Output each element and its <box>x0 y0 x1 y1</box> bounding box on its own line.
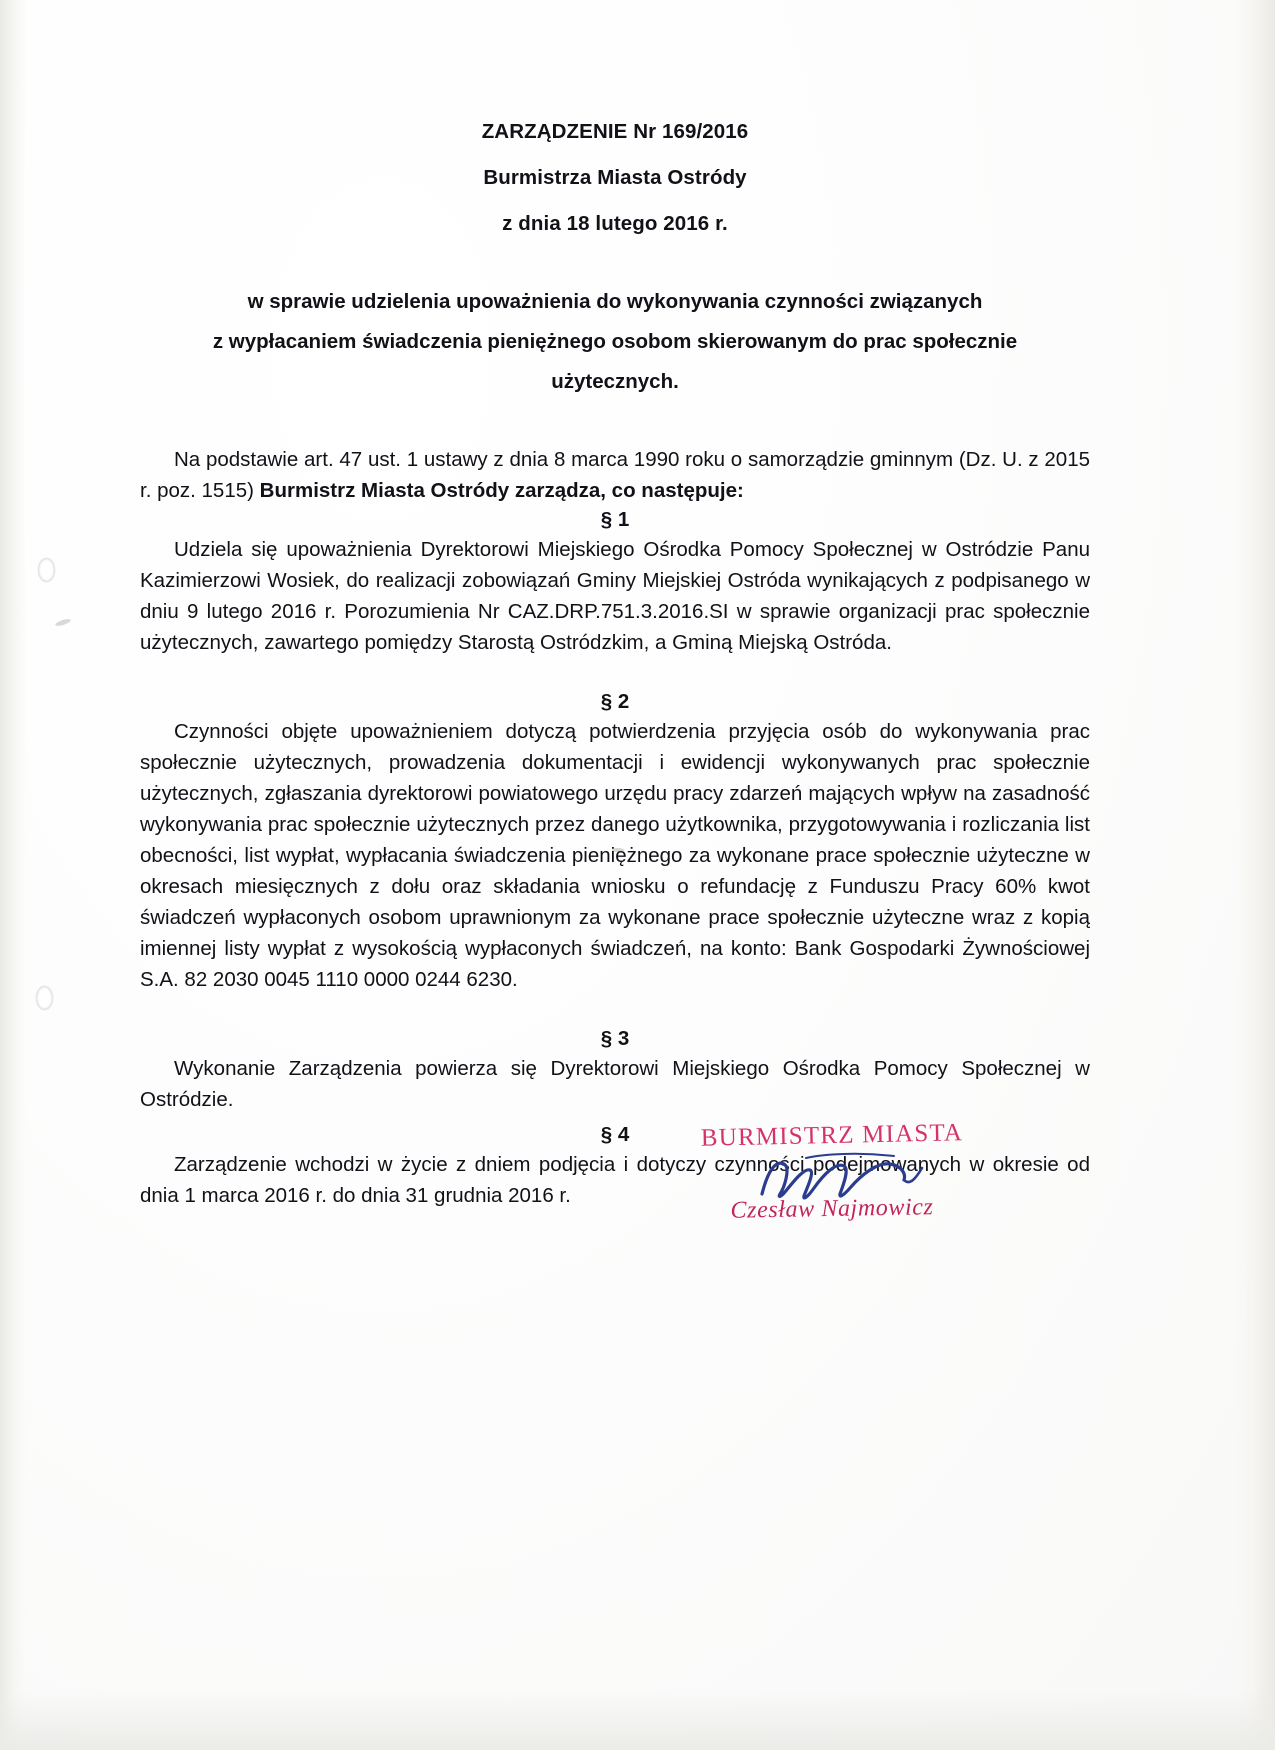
punch-hole-bottom <box>36 986 53 1010</box>
preamble-paragraph <box>140 444 1090 506</box>
scan-edge-left <box>0 0 26 1750</box>
section-marker-1: § 1 <box>600 508 630 531</box>
spacer-2 <box>140 995 1090 1025</box>
scan-smudge <box>55 618 72 628</box>
punch-hole-top <box>38 558 55 582</box>
subject-line-3: użytecznych. <box>551 370 679 393</box>
signature-block <box>672 1119 992 1224</box>
signature-stamp-title: BURMISTRZ MIASTA <box>700 1119 964 1152</box>
section-text-3: Wykonanie Zarządzenia powierza się Dyrektorowi Miejskiego Ośrodka Pomocy Społecznej w Ostródzie. <box>140 1057 1090 1111</box>
section-text-4: Zarządzenie wchodzi w życie z dniem podjęcia i dotyczy czynności podejmowanych w okresie od dnia 1 marca 2016 r. do dnia 31 grudnia 2016 r. <box>140 1153 1090 1207</box>
spacer-1 <box>140 658 1090 688</box>
section-body-1 <box>140 534 1090 658</box>
document-subject <box>140 282 1090 402</box>
section-marker-2: § 2 <box>600 690 630 713</box>
preamble-text: Na podstawie art. 47 ust. 1 ustawy z dnia 8 marca 1990 roku o samorządzie gminnym (Dz. U. z 2015 r. poz. 1515) <box>140 448 1090 502</box>
section-body-3 <box>140 1053 1090 1115</box>
scan-edge-right <box>1235 0 1275 1750</box>
section-text-2: Czynności objęte upoważnieniem dotyczą potwierdzenia przyjęcia osób do wykonywania prac społecznie użytecznych, prowadzenia dokumentacji i ewidencji wykonywanych prac społecznie użytecznych, zgłaszania dyrektorowi powiatowego urzędu pracy zdarzeń mających wpływ na zasadność wykonywania prac społecznie użytecznych przez danego użytkownika, przygotowywania i rozliczania list obecności, list wypłat, wypłacania świadczenia pieniężnego za wykonane prace społecznie użyteczne w okresach miesięcznych z dołu oraz składania wniosku o refundację z Funduszu Pracy 60% kwot świadczeń wypłaconych osobom uprawnionym za wykonane prace społecznie użyteczne wraz z kopią imiennej listy wypłat z wysokością wypłaconych świadczeń, na konto: Bank Gospodarki Żywnościowej S.A. 82 2030 0045 1110 0000 0244 6230. <box>140 720 1090 991</box>
subject-line-1: w sprawie udzielenia upoważnienia do wykonywania czynności związanych <box>247 290 983 313</box>
title-line-authority: Burmistrza Miasta Ostródy <box>483 166 747 189</box>
document-content <box>140 120 1090 1211</box>
subject-line-2: z wypłacaniem świadczenia pieniężnego osobom skierowanym do prac społecznie <box>212 330 1018 353</box>
document-title-block <box>140 120 1090 236</box>
title-line-date: z dnia 18 lutego 2016 r. <box>502 212 728 235</box>
section-text-1: Udziela się upoważnienia Dyrektorowi Miejskiego Ośrodka Pomocy Społecznej w Ostródzie Panu Kazimierzowi Wosiek, do realizacji zobowiązań Gminy Miejskiej Ostróda wynikających z podpisanego w dniu 9 lutego 2016 r. Porozumienia Nr CAZ.DRP.751.3.2016.SI w sprawie organizacji prac społecznie użytecznych, zawartego pomiędzy Starostą Ostródzkim, a Gminą Miejską Ostróda. <box>140 538 1090 654</box>
title-line-order-number: ZARZĄDZENIE Nr 169/2016 <box>481 120 749 143</box>
scan-edge-bottom <box>0 1690 1275 1750</box>
document-body <box>140 444 1090 1211</box>
section-marker-3: § 3 <box>600 1027 630 1050</box>
signature-stamp-name: Czesław Najmowicz <box>730 1194 934 1224</box>
section-body-2 <box>140 716 1090 995</box>
section-marker-4: § 4 <box>600 1123 630 1146</box>
preamble-bold-text: Burmistrz Miasta Ostródy zarządza, co następuje: <box>259 479 744 502</box>
